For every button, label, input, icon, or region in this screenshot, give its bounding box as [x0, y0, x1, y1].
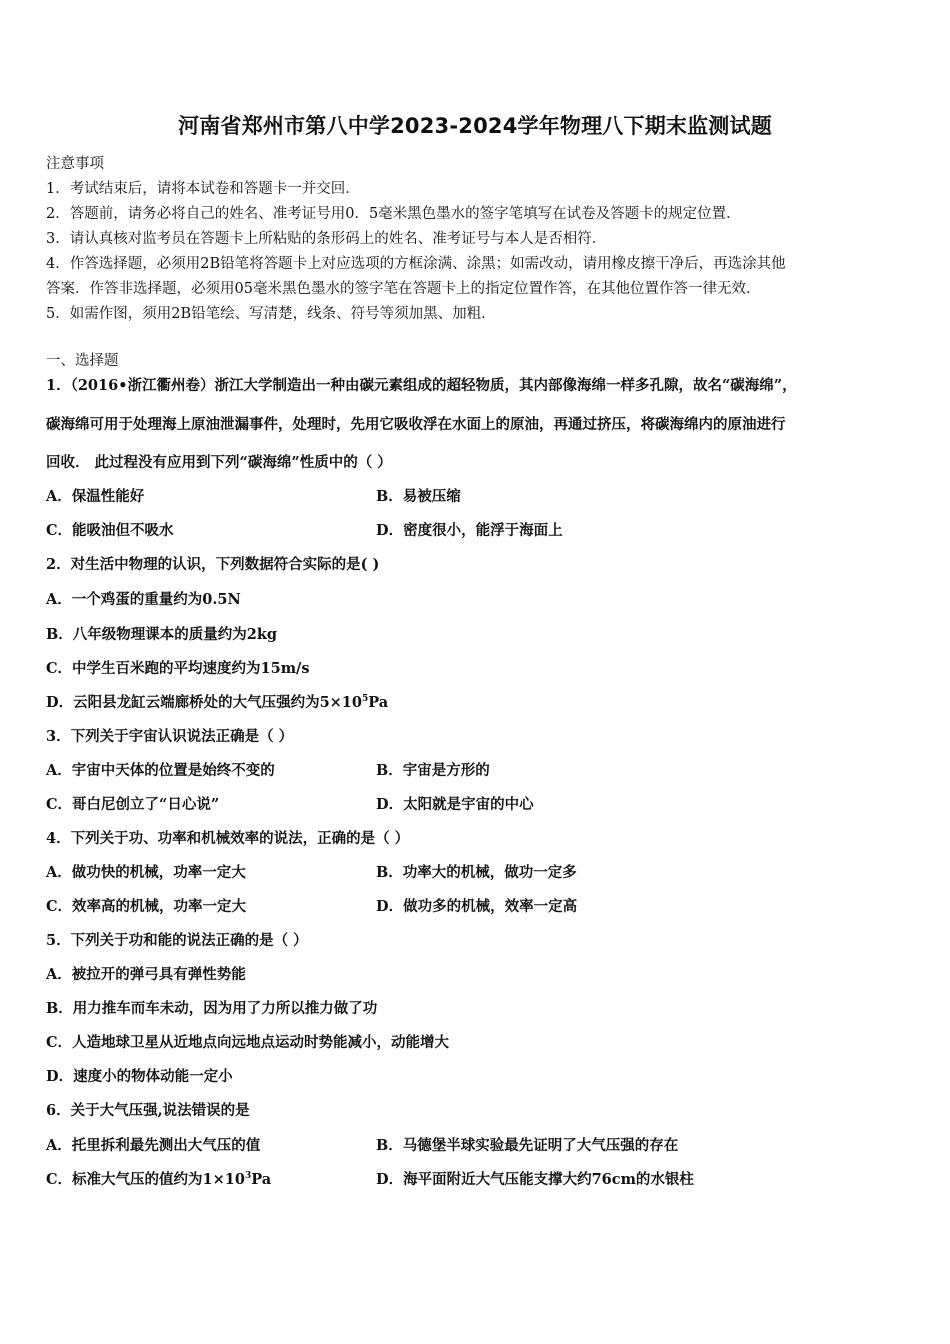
question-2-option-d-exponent: 5: [362, 694, 369, 705]
question-2-option-c: C．中学生百米跑的平均速度约为15m/s: [46, 660, 310, 677]
question-1-option-d: D．密度很小，能浮于海面上: [376, 522, 563, 539]
question-6-option-c-exponent: 3: [244, 1171, 252, 1182]
question-2-option-b: B．八年级物理课本的质量约为2kg: [46, 626, 278, 643]
notice-line: 答案．作答非选择题，必须用05毫米黑色墨水的签字笔在答题卡上的指定位置作答，在其他位置作答一律无效．: [46, 281, 761, 297]
notice-line: 4．作答选择题，必须用2B铅笔将答题卡上对应选项的方框涂满、涂黑；如需改动，请用橡皮擦干净后，再选涂其他: [46, 256, 786, 272]
question-3-option-a: A．宇宙中天体的位置是始终不变的: [46, 762, 275, 779]
notice-line: 2．答题前，请务必将自己的姓名、准考证号用0．5毫米黑色墨水的签字笔填写在试卷及答题卡的规定位置．: [46, 206, 741, 222]
question-1-stem-line2: 碳海绵可用于处理海上原油泄漏事件，处理时，先用它吸收浮在水面上的原油，再通过挤压，将碳海绵内的原油进行: [46, 416, 786, 433]
question-5-stem: 5．下列关于功和能的说法正确的是（ ）: [46, 932, 308, 949]
question-1-option-a: A．保温性能好: [46, 488, 145, 505]
notice-line: 3．请认真核对监考员在答题卡上所粘贴的条形码上的姓名、准考证号与本人是否相符．: [46, 231, 607, 247]
question-4-option-c: C．效率高的机械，功率一定大: [46, 898, 247, 915]
question-1-stem-line1: 1．（2016•浙江衢州卷）浙江大学制造出一种由碳元素组成的超轻物质，其内部像海绵一样多孔隙，故名“碳海绵”，: [46, 377, 797, 394]
question-4-stem: 4．下列关于功、功率和机械效率的说法，正确的是（ ）: [46, 830, 410, 847]
question-6-option-c-unit: Pa: [251, 1171, 272, 1188]
question-3-option-c: C．哥白尼创立了“日心说”: [46, 796, 220, 813]
question-2-option-d: [46, 691, 388, 712]
notice-line: 1．考试结束后，请将本试卷和答题卡一并交回．: [46, 181, 360, 197]
question-2-option-a: A．一个鸡蛋的重量约为0.5N: [46, 591, 241, 608]
question-2-option-d-unit: Pa: [368, 694, 389, 711]
question-2-stem: 2．对生活中物理的认识，下列数据符合实际的是( ): [46, 556, 380, 573]
question-6-option-b: B．马德堡半球实验最先证明了大气压强的存在: [376, 1137, 679, 1154]
question-4-option-b: B．功率大的机械，做功一定多: [376, 864, 577, 881]
question-6-option-a: A．托里拆利最先测出大气压的值: [46, 1137, 261, 1154]
question-3-stem: 3．下列关于宇宙认识说法正确是（ ）: [46, 728, 294, 745]
question-5-option-d: D．速度小的物体动能一定小: [46, 1068, 233, 1085]
question-4-option-a: A．做功快的机械，功率一定大: [46, 864, 246, 881]
question-4-option-d: D．做功多的机械，效率一定高: [376, 898, 578, 915]
question-1-option-b: B．易被压缩: [376, 488, 461, 505]
question-6-option-c-text: C．标准大气压的值约为1×10: [46, 1171, 245, 1188]
question-3-option-d: D．太阳就是宇宙的中心: [376, 796, 534, 813]
question-3-option-b: B．宇宙是方形的: [376, 762, 490, 779]
question-6-option-c: [46, 1168, 271, 1189]
question-5-option-a: A．被拉开的弹弓具有弹性势能: [46, 966, 246, 983]
question-6-stem: 6．关于大气压强,说法错误的是: [46, 1102, 250, 1119]
notice-heading: 注意事项: [46, 156, 104, 172]
question-2-option-d-text: D．云阳县龙缸云端廊桥处的大气压强约为5×10: [46, 694, 362, 711]
question-5-option-b: B．用力推车而车未动，因为用了力所以推力做了功: [46, 1000, 378, 1017]
notice-block: [46, 152, 906, 327]
question-5-option-c: C．人造地球卫星从近地点向远地点运动时势能减小，动能增大: [46, 1034, 450, 1051]
notice-line: 5．如需作图，须用2B铅笔绘、写清楚，线条、符号等须加黑、加粗．: [46, 306, 496, 322]
question-1-option-c: C．能吸油但不吸水: [46, 522, 174, 539]
section-title: 一、选择题: [46, 353, 119, 369]
question-1-stem-line3: 回收． 此过程没有应用到下列“碳海绵”性质中的（ ）: [46, 454, 392, 471]
question-6-option-d: D．海平面附近大气压能支撑大约76cm的水银柱: [376, 1171, 694, 1188]
page-title: 河南省郑州市第八中学2023-2024学年物理八下期末监测试题: [178, 114, 772, 138]
